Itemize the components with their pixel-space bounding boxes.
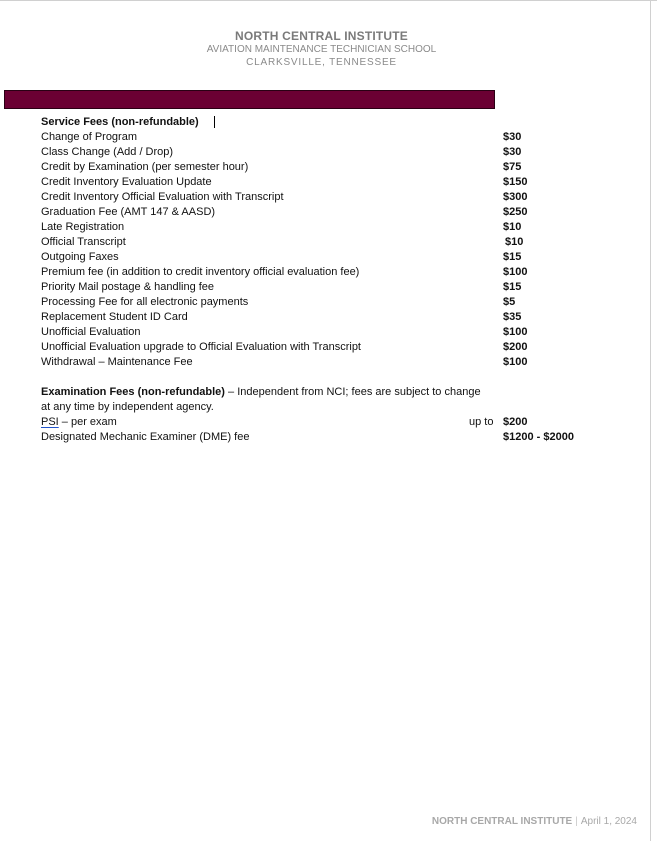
service-fee-row — [41, 130, 601, 145]
header-institute: NORTH CENTRAL INSTITUTE — [234, 29, 409, 43]
service-fee-label: Unofficial Evaluation upgrade to Official Evaluation with Transcript — [41, 341, 361, 353]
page-edge-right — [650, 0, 651, 841]
service-fee-price: $30 — [503, 131, 522, 143]
psi-price: $200 — [503, 416, 528, 428]
document-footer — [432, 816, 637, 827]
service-fee-row — [41, 205, 601, 220]
footer-separator: | — [575, 816, 578, 827]
service-fee-price: $10 — [503, 221, 522, 233]
service-fee-price: $100 — [503, 266, 528, 278]
dme-label: Designated Mechanic Examiner (DME) fee — [41, 431, 250, 443]
service-fee-price: $100 — [503, 326, 528, 338]
service-fee-row — [41, 310, 601, 325]
service-fee-price: $5 — [503, 296, 516, 308]
service-fee-row — [41, 280, 601, 295]
header-location: CLARKSVILLE, TENNESSEE — [246, 57, 397, 68]
service-fee-row — [41, 160, 601, 175]
service-fee-row — [41, 235, 601, 250]
service-fee-label: Processing Fee for all electronic payments — [41, 296, 249, 308]
exam-fees-heading: Examination Fees (non-refundable) — [41, 386, 225, 398]
service-fee-label: Credit Inventory Official Evaluation with Transcript — [41, 191, 284, 203]
service-fee-label: Unofficial Evaluation — [41, 326, 141, 338]
service-fee-label: Credit by Examination (per semester hour) — [41, 161, 249, 173]
service-fee-row — [41, 145, 601, 160]
service-fee-price: $75 — [503, 161, 522, 173]
service-fee-label: Class Change (Add / Drop) — [41, 146, 174, 158]
service-fee-label: Replacement Student ID Card — [41, 311, 188, 323]
dme-price: $1200 - $2000 — [503, 431, 574, 443]
service-fee-price: $100 — [503, 356, 528, 368]
service-fee-label: Credit Inventory Evaluation Update — [41, 176, 212, 188]
service-fee-row — [41, 250, 601, 265]
dme-fee-row — [41, 430, 601, 445]
service-fee-label: Graduation Fee (AMT 147 & AASD) — [41, 206, 216, 218]
service-fees-list — [41, 130, 601, 370]
service-fee-row — [41, 220, 601, 235]
service-fee-price: $300 — [503, 191, 528, 203]
service-fee-row — [41, 340, 601, 355]
psi-prefix: up to — [469, 416, 494, 428]
document-header — [0, 29, 643, 69]
service-fee-row — [41, 190, 601, 205]
service-fee-price: $250 — [503, 206, 528, 218]
service-fee-label: Change of Program — [41, 131, 137, 143]
service-fee-price: $30 — [503, 146, 522, 158]
document-body[interactable] — [41, 115, 601, 445]
text-cursor — [214, 116, 215, 128]
service-fee-price: $10 — [505, 236, 524, 248]
service-fee-price: $15 — [503, 251, 522, 263]
header-school: AVIATION MAINTENANCE TECHNICIAN SCHOOL — [206, 44, 437, 55]
service-fee-label: Premium fee (in addition to credit inventory official evaluation fee) — [41, 266, 360, 278]
footer-institute: NORTH CENTRAL INSTITUTE — [431, 816, 573, 827]
psi-fee-row — [41, 415, 601, 430]
service-fee-label: Late Registration — [41, 221, 125, 233]
service-fee-price: $150 — [503, 176, 528, 188]
service-fee-label: Official Transcript — [41, 236, 126, 248]
spacer — [41, 370, 601, 385]
service-fee-label: Outgoing Faxes — [41, 251, 119, 263]
service-fee-row — [41, 325, 601, 340]
service-fee-row — [41, 175, 601, 190]
service-fee-row — [41, 265, 601, 280]
service-fee-price: $200 — [503, 341, 528, 353]
psi-link[interactable]: PSI — [41, 416, 59, 428]
page-edge-top — [0, 0, 657, 1]
service-fee-price: $35 — [503, 311, 522, 323]
exam-fees-note: – Independent from NCI; fees are subject to change at any time by independent agency. — [41, 386, 481, 413]
footer-date: April 1, 2024 — [580, 816, 637, 827]
exam-fees-paragraph — [41, 385, 481, 415]
section-banner — [4, 90, 495, 109]
service-fee-price: $15 — [503, 281, 522, 293]
service-fees-heading: Service Fees (non-refundable) — [41, 116, 199, 128]
service-fee-label: Withdrawal – Maintenance Fee — [41, 356, 193, 368]
service-fees-heading-row — [41, 115, 601, 130]
psi-label — [41, 415, 117, 430]
service-fee-row — [41, 295, 601, 310]
service-fee-row — [41, 355, 601, 370]
service-fee-label: Priority Mail postage & handling fee — [41, 281, 215, 293]
psi-rest: – per exam — [58, 416, 117, 428]
